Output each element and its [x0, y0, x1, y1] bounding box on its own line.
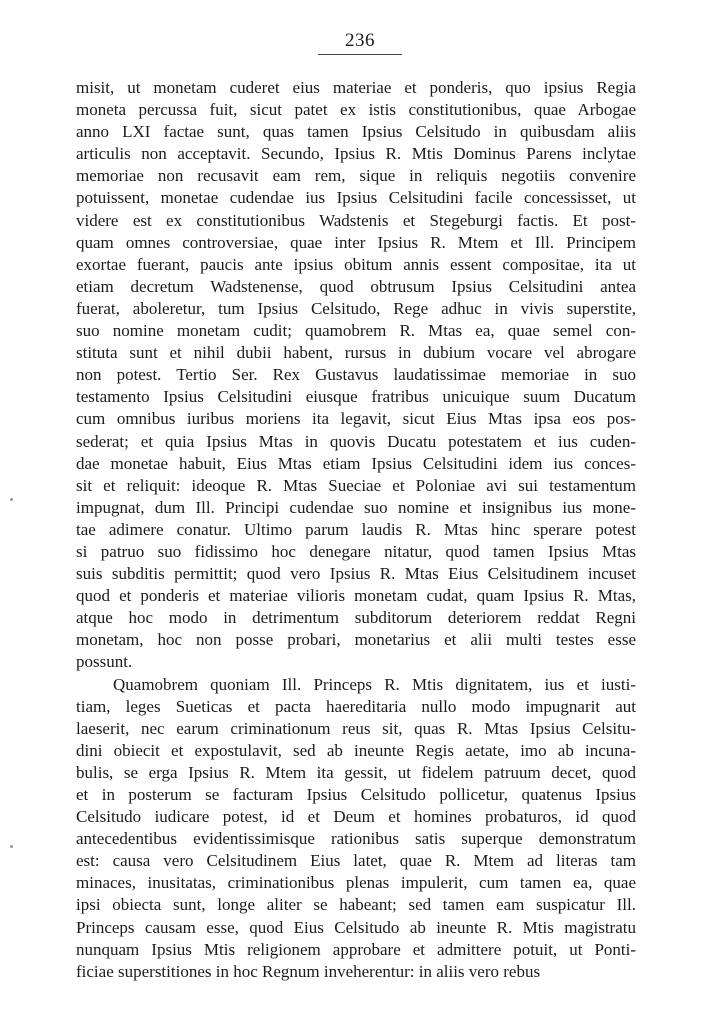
paragraph: [76, 674, 636, 983]
text-line: possunt.: [76, 652, 133, 672]
text-line: exortae fuerant, paucis ante ipsius obitum annis essent compositae, ita ut: [76, 254, 636, 274]
text-line: anno LXI factae sunt, quas tamen Ipsius Celsitudo in quibusdam aliis: [76, 122, 636, 142]
page-number-rule: [318, 54, 402, 55]
text-line: memoriae non recusavit eam rem, sique in reliquis negotiis convenire: [76, 166, 636, 186]
text-line: impugnat, dum Ill. Principi cudendae suo nomine et insignibus ius mone-: [76, 497, 636, 517]
text-line: articulis non acceptavit. Secundo, Ipsius R. Mtis Dominus Parens inclytae: [76, 144, 636, 164]
text-line: moneta percussa fuit, sicut patet ex istis constitutionibus, quae Arbogae: [76, 100, 636, 120]
text-line: Princeps causam esse, quod Eius Celsitudo ab ineunte R. Mtis magistratu: [76, 917, 636, 937]
text-line: ficiae superstitiones in hoc Regnum inveherentur: in aliis vero rebus: [76, 961, 541, 981]
text-line: ipsi obiecta sunt, longe aliter se habeant; sed tamen eam suspicatur Ill.: [76, 895, 636, 915]
margin-speck: [10, 845, 13, 848]
text-line: nunquam Ipsius Mtis religionem approbare et admittere potuit, ut Ponti-: [76, 939, 636, 959]
page-number: 236: [345, 30, 375, 51]
text-line: suo nomine monetam cudit; quamobrem R. Mtas ea, quae semel con-: [76, 321, 636, 341]
text-line: minaces, inusitatas, criminationibus plenas impulerit, cum tamen ea, quae: [76, 873, 636, 893]
text-line: si patruo suo fidissimo hoc denegare nitatur, quod tamen Ipsius Mtas: [76, 541, 636, 561]
text-line: videre est ex constitutionibus Wadstenis et Stegeburgi factis. Et post-: [76, 210, 636, 230]
text-line: fuerat, aboleretur, tum Ipsius Celsitudo, Rege adhuc in vivis superstite,: [76, 298, 636, 318]
text-line: bulis, se erga Ipsius R. Mtem ita gessit, ut fidelem patruum decet, quod: [76, 762, 636, 782]
text-line: monetam, hoc non posse probari, monetarius et alii multi testes esse: [76, 630, 636, 650]
text-line: dae monetae habuit, Eius Mtas etiam Ipsius Celsitudini idem ius conces-: [76, 453, 636, 473]
text-line: tiam, leges Sueticas et pacta haereditaria nullo modo impugnarit aut: [76, 696, 636, 716]
text-line: cum omnibus iuribus moriens ita legavit, sicut Eius Mtas ipsa eos pos-: [76, 409, 636, 429]
text-line: laeserit, nec earum criminationum reus sit, quas R. Mtas Ipsius Celsitu-: [76, 718, 636, 738]
margin-speck: [10, 498, 13, 501]
text-line: non potest. Tertio Ser. Rex Gustavus laudatissimae memoriae in suo: [76, 365, 636, 385]
text-line: dini obiecit et expostulavit, sed ab ineunte Regis aetate, imo ab incuna-: [76, 740, 636, 760]
text-line: est: causa vero Celsitudinem Eius latet, quae R. Mtem ad literas tam: [76, 851, 636, 871]
text-line: quam omnes controversiae, quae inter Ipsius R. Mtem et Ill. Principem: [76, 232, 636, 252]
text-line: testamento Ipsius Celsitudini eiusque fratribus unicuique suum Ducatum: [76, 387, 636, 407]
text-line: potuissent, monetae cudendae ius Ipsius Celsitudini facile concessisset, ut: [76, 188, 636, 208]
text-line: sit et reliquit: ideoque R. Mtas Sueciae et Poloniae avi sui testamentum: [76, 475, 636, 495]
text-line: stituta sunt et nihil dubii habent, rursus in dubium vocare vel abrogare: [76, 343, 636, 363]
text-line: quod et ponderis et materiae vilioris monetam cudat, quam Ipsius R. Mtas,: [76, 586, 636, 606]
body-text: [76, 77, 636, 983]
text-line: atque hoc modo in detrimentum subditorum deteriorem reddat Regni: [76, 608, 636, 628]
text-line: tae adimere conatur. Ultimo parum laudis R. Mtas hinc sperare potest: [76, 519, 636, 539]
paragraph: [76, 77, 636, 674]
text-line: et in posterum se facturam Ipsius Celsitudo pollicetur, quatenus Ipsius: [76, 785, 636, 804]
text-line: etiam decretum Wadstenense, quod obtrusum Ipsius Celsitudini antea: [76, 276, 636, 296]
text-line: Celsitudo iudicare potest, id et Deum et homines probaturos, id quod: [76, 807, 636, 827]
text-line: suis subditis permittit; quod vero Ipsius R. Mtas Eius Celsitudinem incuset: [76, 564, 636, 584]
text-line: misit, ut monetam cuderet eius materiae et ponderis, quo ipsius Regia: [76, 78, 636, 97]
text-line: antecedentibus evidentissimisque rationibus satis superque demonstratum: [76, 829, 636, 849]
text-line: Quamobrem quoniam Ill. Princeps R. Mtis dignitatem, ius et iusti-: [113, 674, 636, 694]
text-line: sederat; et quia Ipsius Mtas in quovis Ducatu potestatem et ius cuden-: [76, 431, 636, 451]
